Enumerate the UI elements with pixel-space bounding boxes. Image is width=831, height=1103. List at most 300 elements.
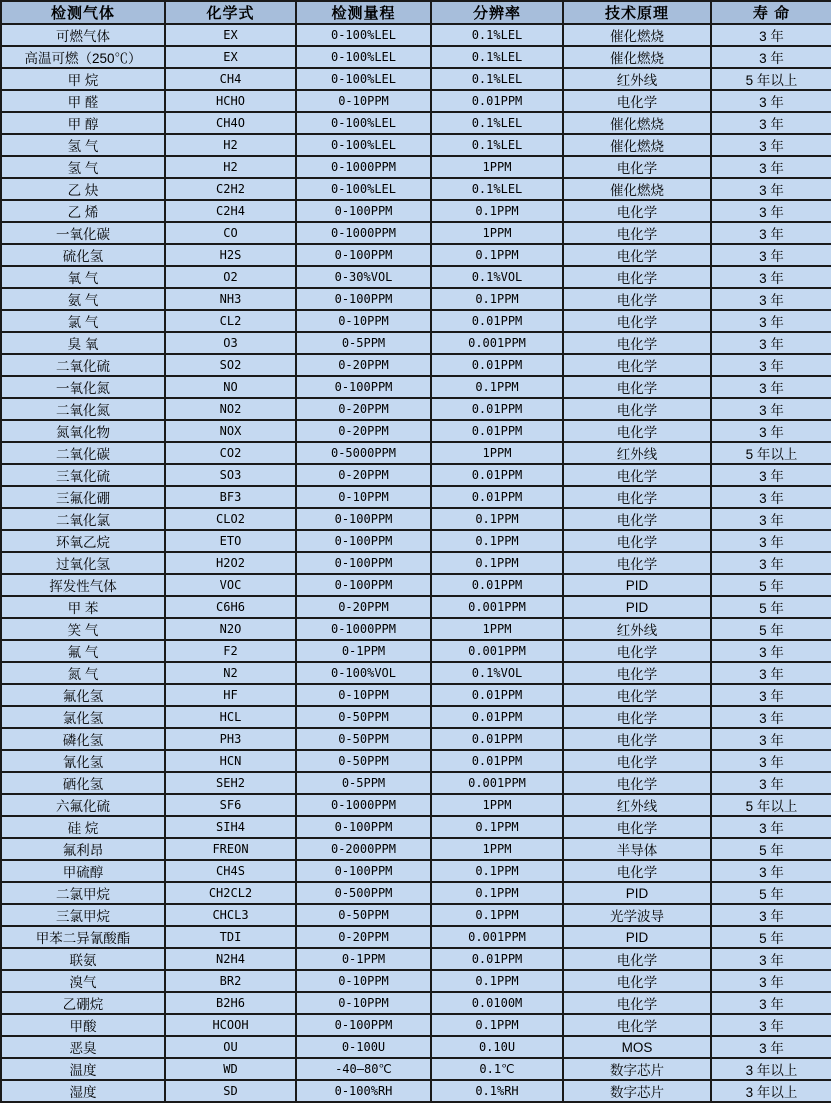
- table-row: [2, 201, 831, 223]
- resolution-cell: 0.1%LEL: [432, 25, 564, 47]
- gas-name-cell: 乙 炔: [2, 179, 166, 201]
- resolution-cell: 0.1%LEL: [432, 69, 564, 91]
- gas-name-cell: 挥发性气体: [2, 575, 166, 597]
- table-row: [2, 465, 831, 487]
- range-cell: 0-10PPM: [297, 91, 432, 113]
- resolution-cell: 0.1PPM: [432, 883, 564, 905]
- range-cell: 0-5PPM: [297, 333, 432, 355]
- table-row: [2, 641, 831, 663]
- formula-cell: H2S: [166, 245, 297, 267]
- lifespan-cell: 3 年: [712, 993, 831, 1015]
- formula-cell: CO: [166, 223, 297, 245]
- header-gas-name: 检测气体: [2, 2, 166, 25]
- gas-name-cell: 氧 气: [2, 267, 166, 289]
- range-cell: 0-100PPM: [297, 817, 432, 839]
- header-principle: 技术原理: [564, 2, 712, 25]
- table-row: [2, 443, 831, 465]
- principle-cell: 电化学: [564, 971, 712, 993]
- lifespan-cell: 3 年: [712, 949, 831, 971]
- range-cell: 0-10PPM: [297, 487, 432, 509]
- range-cell: -40—80℃: [297, 1059, 432, 1081]
- principle-cell: 红外线: [564, 69, 712, 91]
- resolution-cell: 0.1PPM: [432, 905, 564, 927]
- table-row: [2, 883, 831, 905]
- range-cell: 0-100%RH: [297, 1081, 432, 1103]
- lifespan-cell: 5 年: [712, 839, 831, 861]
- gas-name-cell: 可燃气体: [2, 25, 166, 47]
- table-row: [2, 355, 831, 377]
- gas-name-cell: 硒化氢: [2, 773, 166, 795]
- lifespan-cell: 3 年: [712, 223, 831, 245]
- table-row: [2, 487, 831, 509]
- header-row: [2, 2, 831, 25]
- range-cell: 0-1000PPM: [297, 795, 432, 817]
- principle-cell: 电化学: [564, 685, 712, 707]
- table-row: [2, 91, 831, 113]
- gas-name-cell: 硫化氢: [2, 245, 166, 267]
- principle-cell: 电化学: [564, 311, 712, 333]
- principle-cell: 红外线: [564, 443, 712, 465]
- resolution-cell: 0.01PPM: [432, 487, 564, 509]
- table-row: [2, 663, 831, 685]
- header-resolution: 分辨率: [432, 2, 564, 25]
- gas-name-cell: 氯化氢: [2, 707, 166, 729]
- range-cell: 0-10PPM: [297, 311, 432, 333]
- lifespan-cell: 3 年: [712, 201, 831, 223]
- gas-name-cell: 氮 气: [2, 663, 166, 685]
- principle-cell: 电化学: [564, 1015, 712, 1037]
- principle-cell: 电化学: [564, 245, 712, 267]
- formula-cell: HCOOH: [166, 1015, 297, 1037]
- formula-cell: C2H4: [166, 201, 297, 223]
- gas-name-cell: 氟利昂: [2, 839, 166, 861]
- lifespan-cell: 3 年: [712, 245, 831, 267]
- formula-cell: O3: [166, 333, 297, 355]
- lifespan-cell: 3 年: [712, 773, 831, 795]
- resolution-cell: 0.1PPM: [432, 971, 564, 993]
- formula-cell: HCHO: [166, 91, 297, 113]
- gas-name-cell: 三氧化硫: [2, 465, 166, 487]
- principle-cell: 电化学: [564, 949, 712, 971]
- principle-cell: 电化学: [564, 201, 712, 223]
- gas-name-cell: 磷化氢: [2, 729, 166, 751]
- range-cell: 0-10PPM: [297, 971, 432, 993]
- resolution-cell: 0.1%RH: [432, 1081, 564, 1103]
- gas-name-cell: 联氨: [2, 949, 166, 971]
- gas-name-cell: 恶臭: [2, 1037, 166, 1059]
- gas-name-cell: 甲酸: [2, 1015, 166, 1037]
- resolution-cell: 0.001PPM: [432, 333, 564, 355]
- resolution-cell: 0.01PPM: [432, 575, 564, 597]
- header-formula: 化学式: [166, 2, 297, 25]
- table-row: [2, 949, 831, 971]
- table-row: [2, 927, 831, 949]
- table-row: [2, 311, 831, 333]
- table-row: [2, 1059, 831, 1081]
- formula-cell: CH4O: [166, 113, 297, 135]
- range-cell: 0-20PPM: [297, 399, 432, 421]
- principle-cell: 催化燃烧: [564, 113, 712, 135]
- gas-name-cell: 臭 氧: [2, 333, 166, 355]
- gas-name-cell: 甲 醛: [2, 91, 166, 113]
- gas-name-cell: 氟 气: [2, 641, 166, 663]
- resolution-cell: 0.1PPM: [432, 201, 564, 223]
- principle-cell: MOS: [564, 1037, 712, 1059]
- formula-cell: EX: [166, 25, 297, 47]
- formula-cell: CHCL3: [166, 905, 297, 927]
- range-cell: 0-100%LEL: [297, 135, 432, 157]
- resolution-cell: 0.1PPM: [432, 1015, 564, 1037]
- lifespan-cell: 3 年: [712, 91, 831, 113]
- principle-cell: 电化学: [564, 223, 712, 245]
- range-cell: 0-100%LEL: [297, 25, 432, 47]
- formula-cell: H2: [166, 135, 297, 157]
- table-row: [2, 1081, 831, 1103]
- lifespan-cell: 3 年: [712, 355, 831, 377]
- resolution-cell: 0.01PPM: [432, 91, 564, 113]
- lifespan-cell: 3 年: [712, 25, 831, 47]
- range-cell: 0-100%LEL: [297, 179, 432, 201]
- principle-cell: 电化学: [564, 531, 712, 553]
- table-row: [2, 267, 831, 289]
- resolution-cell: 0.1PPM: [432, 861, 564, 883]
- gas-name-cell: 二氧化碳: [2, 443, 166, 465]
- range-cell: 0-50PPM: [297, 905, 432, 927]
- principle-cell: 电化学: [564, 817, 712, 839]
- gas-name-cell: 氢 气: [2, 135, 166, 157]
- gas-name-cell: 二氧化硫: [2, 355, 166, 377]
- lifespan-cell: 5 年: [712, 883, 831, 905]
- lifespan-cell: 3 年: [712, 905, 831, 927]
- formula-cell: SIH4: [166, 817, 297, 839]
- header-range: 检测量程: [297, 2, 432, 25]
- table-row: [2, 47, 831, 69]
- formula-cell: TDI: [166, 927, 297, 949]
- principle-cell: PID: [564, 927, 712, 949]
- resolution-cell: 0.01PPM: [432, 399, 564, 421]
- principle-cell: 电化学: [564, 707, 712, 729]
- resolution-cell: 0.001PPM: [432, 641, 564, 663]
- formula-cell: CL2: [166, 311, 297, 333]
- lifespan-cell: 5 年: [712, 575, 831, 597]
- range-cell: 0-20PPM: [297, 421, 432, 443]
- table-row: [2, 795, 831, 817]
- formula-cell: F2: [166, 641, 297, 663]
- principle-cell: 电化学: [564, 267, 712, 289]
- principle-cell: 电化学: [564, 751, 712, 773]
- gas-name-cell: 氮氧化物: [2, 421, 166, 443]
- principle-cell: 半导体: [564, 839, 712, 861]
- formula-cell: C6H6: [166, 597, 297, 619]
- principle-cell: 电化学: [564, 465, 712, 487]
- gas-name-cell: 二氯甲烷: [2, 883, 166, 905]
- formula-cell: C2H2: [166, 179, 297, 201]
- range-cell: 0-50PPM: [297, 729, 432, 751]
- resolution-cell: 0.1%VOL: [432, 267, 564, 289]
- principle-cell: 电化学: [564, 289, 712, 311]
- lifespan-cell: 5 年: [712, 619, 831, 641]
- formula-cell: PH3: [166, 729, 297, 751]
- resolution-cell: 1PPM: [432, 223, 564, 245]
- gas-name-cell: 甲 苯: [2, 597, 166, 619]
- resolution-cell: 0.1PPM: [432, 553, 564, 575]
- resolution-cell: 0.01PPM: [432, 707, 564, 729]
- table-row: [2, 157, 831, 179]
- resolution-cell: 0.10U: [432, 1037, 564, 1059]
- formula-cell: SO3: [166, 465, 297, 487]
- principle-cell: 电化学: [564, 355, 712, 377]
- gas-name-cell: 甲苯二异氰酸酯: [2, 927, 166, 949]
- principle-cell: 红外线: [564, 619, 712, 641]
- lifespan-cell: 5 年以上: [712, 443, 831, 465]
- lifespan-cell: 3 年以上: [712, 1081, 831, 1103]
- resolution-cell: 0.1%LEL: [432, 135, 564, 157]
- table-row: [2, 751, 831, 773]
- range-cell: 0-100%LEL: [297, 47, 432, 69]
- formula-cell: SD: [166, 1081, 297, 1103]
- table-row: [2, 575, 831, 597]
- range-cell: 0-5PPM: [297, 773, 432, 795]
- resolution-cell: 0.001PPM: [432, 597, 564, 619]
- table-row: [2, 773, 831, 795]
- principle-cell: 光学波导: [564, 905, 712, 927]
- range-cell: 0-100%LEL: [297, 69, 432, 91]
- formula-cell: VOC: [166, 575, 297, 597]
- range-cell: 0-20PPM: [297, 355, 432, 377]
- principle-cell: 电化学: [564, 773, 712, 795]
- resolution-cell: 1PPM: [432, 619, 564, 641]
- table-row: [2, 25, 831, 47]
- principle-cell: PID: [564, 883, 712, 905]
- gas-name-cell: 一氧化氮: [2, 377, 166, 399]
- resolution-cell: 0.01PPM: [432, 685, 564, 707]
- range-cell: 0-5000PPM: [297, 443, 432, 465]
- range-cell: 0-10PPM: [297, 993, 432, 1015]
- principle-cell: 催化燃烧: [564, 179, 712, 201]
- formula-cell: CLO2: [166, 509, 297, 531]
- resolution-cell: 0.001PPM: [432, 927, 564, 949]
- principle-cell: PID: [564, 597, 712, 619]
- lifespan-cell: 5 年: [712, 927, 831, 949]
- principle-cell: 电化学: [564, 993, 712, 1015]
- principle-cell: 电化学: [564, 91, 712, 113]
- resolution-cell: 0.1℃: [432, 1059, 564, 1081]
- table-row: [2, 905, 831, 927]
- lifespan-cell: 3 年: [712, 465, 831, 487]
- resolution-cell: 0.0100M: [432, 993, 564, 1015]
- table-row: [2, 839, 831, 861]
- lifespan-cell: 3 年: [712, 47, 831, 69]
- formula-cell: N2: [166, 663, 297, 685]
- formula-cell: SO2: [166, 355, 297, 377]
- lifespan-cell: 3 年: [712, 377, 831, 399]
- table-row: [2, 223, 831, 245]
- principle-cell: 电化学: [564, 399, 712, 421]
- lifespan-cell: 5 年以上: [712, 795, 831, 817]
- table-row: [2, 399, 831, 421]
- table-row: [2, 245, 831, 267]
- gas-name-cell: 二氧化氯: [2, 509, 166, 531]
- table-row: [2, 113, 831, 135]
- gas-name-cell: 环氧乙烷: [2, 531, 166, 553]
- formula-cell: EX: [166, 47, 297, 69]
- range-cell: 0-100PPM: [297, 377, 432, 399]
- gas-name-cell: 笑 气: [2, 619, 166, 641]
- gas-name-cell: 温度: [2, 1059, 166, 1081]
- resolution-cell: 0.01PPM: [432, 751, 564, 773]
- range-cell: 0-1000PPM: [297, 157, 432, 179]
- header-lifespan: 寿 命: [712, 2, 831, 25]
- resolution-cell: 1PPM: [432, 839, 564, 861]
- range-cell: 0-100PPM: [297, 1015, 432, 1037]
- resolution-cell: 0.1%LEL: [432, 113, 564, 135]
- lifespan-cell: 3 年: [712, 531, 831, 553]
- range-cell: 0-100%LEL: [297, 113, 432, 135]
- resolution-cell: 1PPM: [432, 795, 564, 817]
- table-row: [2, 333, 831, 355]
- formula-cell: NOX: [166, 421, 297, 443]
- gas-name-cell: 氢 气: [2, 157, 166, 179]
- lifespan-cell: 3 年: [712, 157, 831, 179]
- table-row: [2, 971, 831, 993]
- resolution-cell: 1PPM: [432, 443, 564, 465]
- gas-name-cell: 三氯甲烷: [2, 905, 166, 927]
- resolution-cell: 0.01PPM: [432, 311, 564, 333]
- resolution-cell: 0.1%VOL: [432, 663, 564, 685]
- lifespan-cell: 3 年: [712, 861, 831, 883]
- formula-cell: H2: [166, 157, 297, 179]
- resolution-cell: 0.01PPM: [432, 949, 564, 971]
- formula-cell: CH2CL2: [166, 883, 297, 905]
- gas-name-cell: 氰化氢: [2, 751, 166, 773]
- range-cell: 0-20PPM: [297, 597, 432, 619]
- lifespan-cell: 3 年: [712, 971, 831, 993]
- lifespan-cell: 3 年: [712, 487, 831, 509]
- principle-cell: 电化学: [564, 729, 712, 751]
- range-cell: 0-100PPM: [297, 509, 432, 531]
- table-row: [2, 861, 831, 883]
- range-cell: 0-100U: [297, 1037, 432, 1059]
- table-row: [2, 1015, 831, 1037]
- formula-cell: WD: [166, 1059, 297, 1081]
- table-row: [2, 729, 831, 751]
- resolution-cell: 0.1PPM: [432, 531, 564, 553]
- principle-cell: 催化燃烧: [564, 25, 712, 47]
- lifespan-cell: 3 年: [712, 135, 831, 157]
- table-row: [2, 619, 831, 641]
- range-cell: 0-50PPM: [297, 707, 432, 729]
- range-cell: 0-50PPM: [297, 751, 432, 773]
- table-row: [2, 1037, 831, 1059]
- resolution-cell: 0.01PPM: [432, 729, 564, 751]
- range-cell: 0-100PPM: [297, 553, 432, 575]
- resolution-cell: 0.01PPM: [432, 465, 564, 487]
- resolution-cell: 0.01PPM: [432, 355, 564, 377]
- formula-cell: N2H4: [166, 949, 297, 971]
- gas-name-cell: 甲 烷: [2, 69, 166, 91]
- table-row: [2, 993, 831, 1015]
- formula-cell: SF6: [166, 795, 297, 817]
- table-row: [2, 69, 831, 91]
- principle-cell: 红外线: [564, 795, 712, 817]
- formula-cell: SEH2: [166, 773, 297, 795]
- principle-cell: 数字芯片: [564, 1059, 712, 1081]
- formula-cell: CH4S: [166, 861, 297, 883]
- resolution-cell: 0.1PPM: [432, 377, 564, 399]
- lifespan-cell: 3 年: [712, 641, 831, 663]
- range-cell: 0-100PPM: [297, 289, 432, 311]
- principle-cell: 电化学: [564, 861, 712, 883]
- lifespan-cell: 3 年: [712, 509, 831, 531]
- formula-cell: B2H6: [166, 993, 297, 1015]
- lifespan-cell: 3 年: [712, 1037, 831, 1059]
- principle-cell: 催化燃烧: [564, 135, 712, 157]
- principle-cell: 电化学: [564, 157, 712, 179]
- principle-cell: 数字芯片: [564, 1081, 712, 1103]
- formula-cell: BR2: [166, 971, 297, 993]
- gas-name-cell: 氟化氢: [2, 685, 166, 707]
- formula-cell: HCN: [166, 751, 297, 773]
- table-row: [2, 135, 831, 157]
- principle-cell: 电化学: [564, 663, 712, 685]
- lifespan-cell: 3 年: [712, 707, 831, 729]
- table-row: [2, 817, 831, 839]
- range-cell: 0-10PPM: [297, 685, 432, 707]
- resolution-cell: 0.1PPM: [432, 289, 564, 311]
- table-row: [2, 597, 831, 619]
- formula-cell: O2: [166, 267, 297, 289]
- formula-cell: CO2: [166, 443, 297, 465]
- principle-cell: 电化学: [564, 487, 712, 509]
- table-row: [2, 553, 831, 575]
- formula-cell: NO2: [166, 399, 297, 421]
- lifespan-cell: 3 年: [712, 663, 831, 685]
- table-body: [2, 25, 831, 1103]
- lifespan-cell: 3 年: [712, 333, 831, 355]
- gas-name-cell: 乙硼烷: [2, 993, 166, 1015]
- formula-cell: NH3: [166, 289, 297, 311]
- gas-name-cell: 氨 气: [2, 289, 166, 311]
- range-cell: 0-1000PPM: [297, 619, 432, 641]
- lifespan-cell: 3 年: [712, 421, 831, 443]
- gas-name-cell: 氯 气: [2, 311, 166, 333]
- table-row: [2, 531, 831, 553]
- lifespan-cell: 3 年: [712, 289, 831, 311]
- resolution-cell: 1PPM: [432, 157, 564, 179]
- formula-cell: N2O: [166, 619, 297, 641]
- table-row: [2, 685, 831, 707]
- formula-cell: H2O2: [166, 553, 297, 575]
- formula-cell: HCL: [166, 707, 297, 729]
- lifespan-cell: 3 年以上: [712, 1059, 831, 1081]
- formula-cell: BF3: [166, 487, 297, 509]
- range-cell: 0-20PPM: [297, 927, 432, 949]
- range-cell: 0-20PPM: [297, 465, 432, 487]
- range-cell: 0-1000PPM: [297, 223, 432, 245]
- table-header: [2, 2, 831, 25]
- range-cell: 0-100PPM: [297, 531, 432, 553]
- formula-cell: HF: [166, 685, 297, 707]
- gas-name-cell: 湿度: [2, 1081, 166, 1103]
- lifespan-cell: 3 年: [712, 817, 831, 839]
- resolution-cell: 0.001PPM: [432, 773, 564, 795]
- lifespan-cell: 5 年以上: [712, 69, 831, 91]
- formula-cell: CH4: [166, 69, 297, 91]
- range-cell: 0-30%VOL: [297, 267, 432, 289]
- principle-cell: 电化学: [564, 641, 712, 663]
- lifespan-cell: 3 年: [712, 179, 831, 201]
- range-cell: 0-100PPM: [297, 575, 432, 597]
